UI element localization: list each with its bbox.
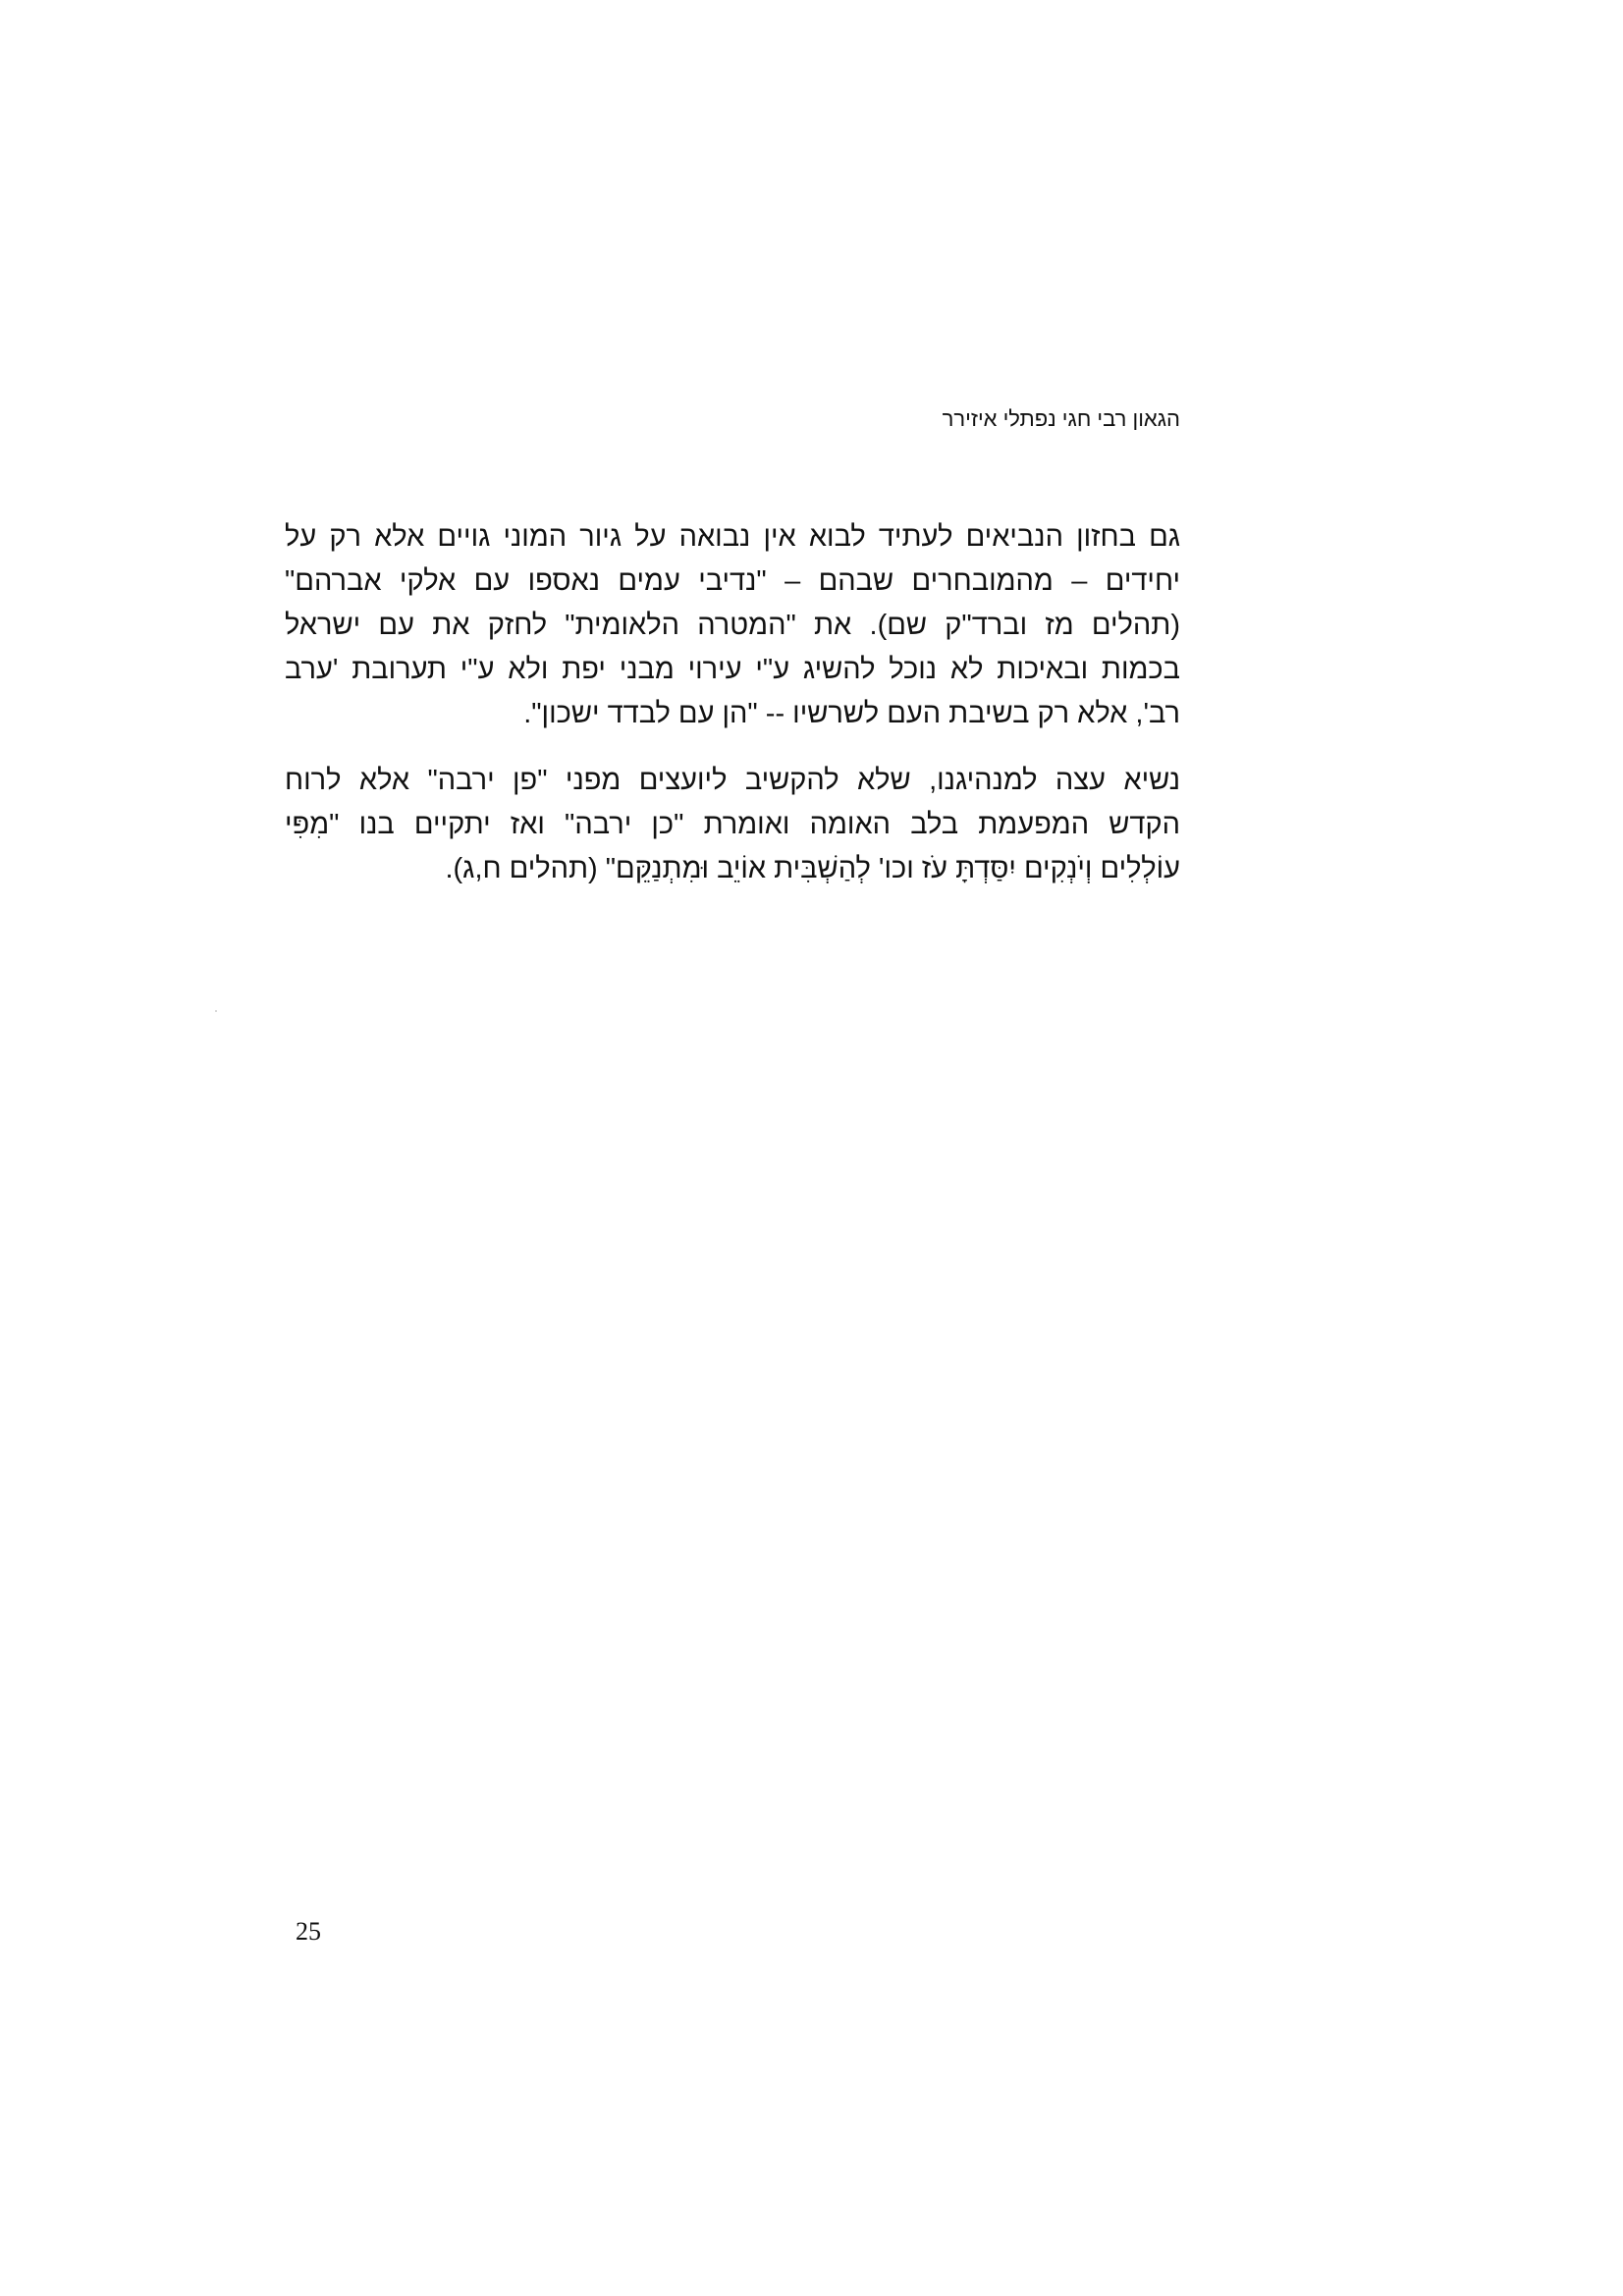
body-text	[285, 515, 1180, 891]
running-header: הגאון רבי חגי נפתלי איזירר	[942, 406, 1180, 431]
text-line: הקדש המפעמת בלב האומה ואומרת "כן ירבה" ואז יתקיים בנו "מִפִּי	[285, 809, 1180, 840]
text-line: (תהלים מז וברד"ק שם). את "המטרה הלאומית" לחזק את עם ישראל	[285, 610, 1180, 641]
text-line: נשיא עצה למנהיגנו, שלא להקשיב ליועצים מפני "פן ירבה" אלא לרוח	[285, 765, 1180, 796]
text-line: גם בחזון הנביאים לעתיד לבוא אין נבואה על גיור המוני גויים אלא רק על	[285, 521, 1180, 553]
text-line: יחידים – מהמובחרים שבהם – "נדיבי עמים נאספו עם אלקי אברהם"	[285, 565, 1180, 597]
text-line: רב', אלא רק בשיבת העם לשרשיו -- "הן עם לבדד ישכון".	[523, 698, 1180, 729]
paragraph-spacer	[285, 736, 1180, 759]
paragraph-2	[285, 759, 1180, 891]
paragraph-1	[285, 515, 1180, 736]
text-line: בכמות ובאיכות לא נוכל להשיג ע"י עירוי מבני יפת ולא ע"י תערובת 'ערב	[285, 654, 1180, 685]
page-number: 25	[296, 1917, 321, 1946]
scan-speck	[215, 1010, 217, 1012]
text-line: עוֹלְלִים וְיֹנְקִים יִסַּדְתָּ עֹז וכו' לְהַשְׁבִּית אוֹיֵב וּמִתְנַקֵּם" (תהלים ח,ג).	[445, 853, 1180, 884]
